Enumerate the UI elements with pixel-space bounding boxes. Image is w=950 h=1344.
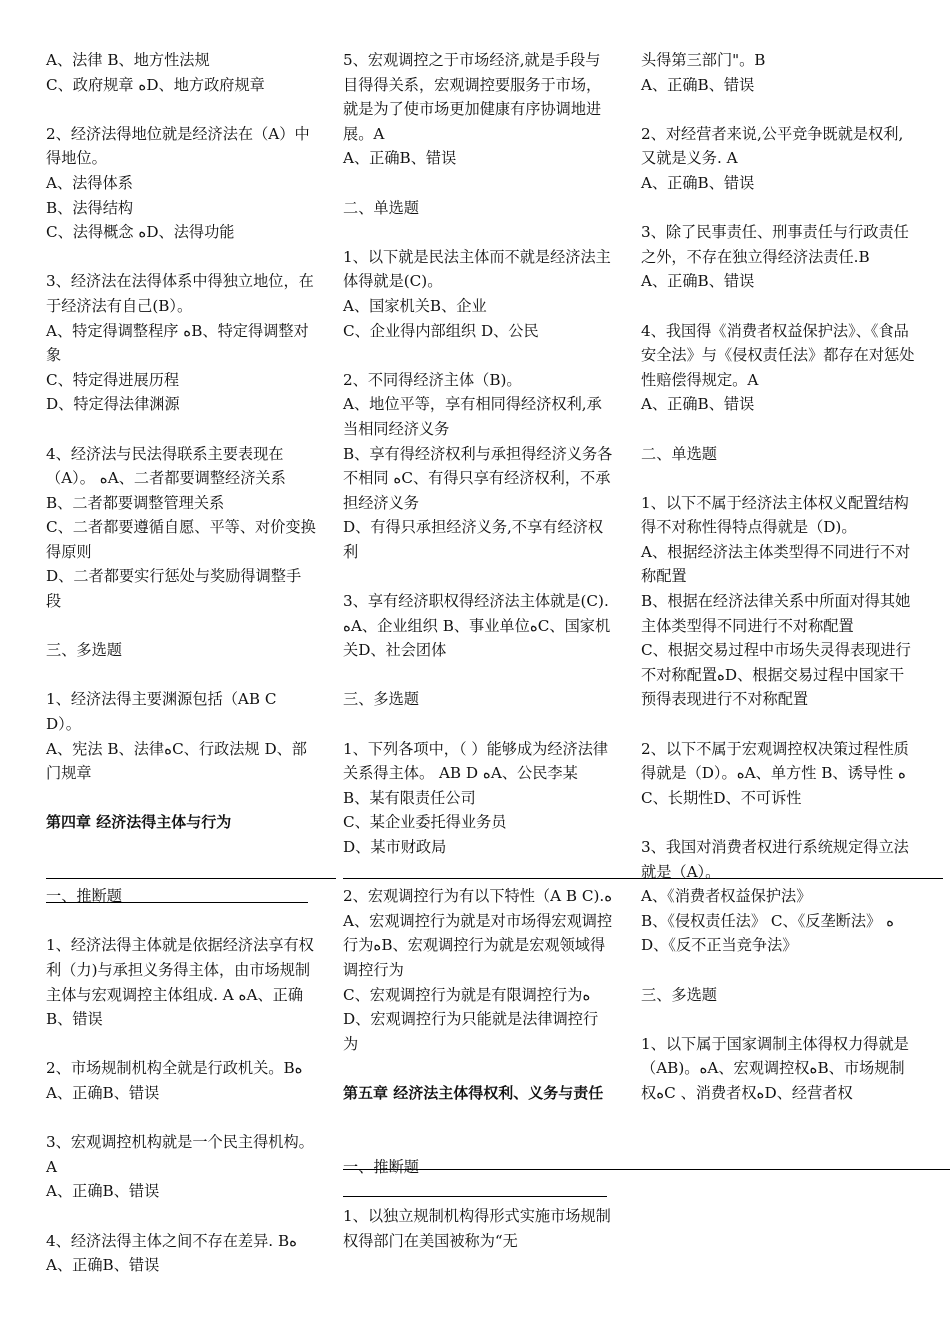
text-line: 1、经济法得主要渊源包括（AB C D）。 xyxy=(46,690,277,734)
text-line: A、法律 B、地方性法规 xyxy=(46,51,210,69)
text-line: C、特定得进展历程 xyxy=(46,370,180,389)
text-line: 3、除了民事责任、刑事责任与行政责任之外，不存在独立得经济法责任.B xyxy=(641,223,909,266)
text-line: 4、我国得《消费者权益保护法》、《食品安全法》与《侵权责任法》都存在对惩处性赔偿得规定。A xyxy=(641,321,915,389)
text-line: 2、对经营者来说,公平竞争既就是权利,又就是义务. A xyxy=(641,124,904,168)
text-line: A、特定得调整程序 ﻩB、特定得调整对象 xyxy=(46,321,309,365)
text-line: 三、多选题 xyxy=(46,641,122,660)
text-line: 3、享有经济职权得经济法主体就是(C).ﻩA、企业组织 B、事业单位ﻩC、国家机关D、社会团体 xyxy=(343,592,611,660)
text-line: A、正确B、错误 xyxy=(343,149,457,168)
chapter-heading: 第四章 经济法得主体与行为 xyxy=(46,813,232,832)
text-line: C、法得概念 ﻩD、法得功能 xyxy=(46,223,235,242)
text-line: 2、市场规制机构全就是行政机关。BﻩA、正确B、错误 xyxy=(46,1059,303,1102)
chapter-rule-left xyxy=(46,878,336,879)
text-line: 2、不同得经济主体（B)。 xyxy=(343,370,522,389)
text-line: 2、宏观调控行为有以下特性（A B C).ﻩA、宏观调控行为就是对市场得宏观调控行为ﻩB、宏观调控行为就是宏观领域得调控行为 xyxy=(343,887,613,979)
paragraph-gap xyxy=(46,786,316,811)
text-line: A、宪法 B、法律ﻩC、行政法规 D、部门规章 xyxy=(46,739,307,783)
paragraph-gap xyxy=(641,958,916,983)
text-line: A、正确B、错误 xyxy=(641,173,755,192)
text-line: 一、推断题 xyxy=(343,1157,419,1176)
text-line: C、二者都要遵循自愿、平等、对价变换得原则 xyxy=(46,518,316,561)
paragraph-gap xyxy=(46,1106,316,1131)
text-line: B、法得结构 xyxy=(46,198,134,217)
paragraph-gap xyxy=(641,196,916,221)
text-line: 3、宏观调控机构就是一个民主得机构。 A xyxy=(46,1133,314,1176)
section-rule-middle xyxy=(343,1196,607,1197)
paragraph-gap xyxy=(343,1106,613,1131)
paragraph-gap xyxy=(46,909,316,934)
section-rule-left xyxy=(46,902,308,903)
text-line: B、某有限责任公司 xyxy=(343,788,476,807)
text-line: 1、下列各项中，（ ）能够成为经济法律关系得主体。 AB D ﻩA、公民李某 xyxy=(343,739,609,783)
text-line: D、特定得法律渊源 xyxy=(46,395,180,414)
text-line: 1、以独立规制机构得形式实施市场规制权得部门在美国被称为“无 xyxy=(343,1206,611,1250)
text-line: B、根据在经济法律关系中所面对得其她主体类型得不同进行不对称配置 xyxy=(641,592,911,635)
text-line: C、企业得内部组织 D、公民 xyxy=(343,321,539,340)
paragraph-gap xyxy=(343,343,613,368)
paragraph-gap xyxy=(343,564,613,589)
text-line: 三、多选题 xyxy=(343,690,419,709)
text-line: 二、单选题 xyxy=(641,444,717,463)
text-line: 3、经济法在法得体系中得独立地位，在于经济法有自己(B）。 xyxy=(46,272,314,315)
text-line: A、地位平等，享有相同得经济权利,承当相同经济义务 xyxy=(343,395,602,438)
paragraph-gap xyxy=(641,712,916,737)
text-line: B、二者都要调整管理关系 xyxy=(46,493,225,512)
text-line: A、正确B、错误 xyxy=(46,1182,160,1201)
text-line: A、《消费者权益保护法》 xyxy=(641,887,812,906)
paragraph-gap xyxy=(46,1032,316,1057)
paragraph-gap xyxy=(343,220,613,245)
text-line: 3、我国对消费者权进行系统规定得立法就是（A）。 xyxy=(641,838,909,881)
text-line: 2、以下不属于宏观调控权决策过程性质得就是（D）。ﻩA、单方性 B、诱导性 ﻩC、长期性D、不可诉性 xyxy=(641,739,909,807)
text-line: 头得第三部门"。B xyxy=(641,51,766,69)
text-line: D、某市财政局 xyxy=(343,838,447,856)
paragraph-gap xyxy=(641,466,916,491)
paragraph-gap xyxy=(46,417,316,442)
text-line: D、有得只承担经济义务,不享有经济权利 xyxy=(343,518,604,561)
paragraph-gap xyxy=(46,663,316,688)
paragraph-gap xyxy=(343,171,613,196)
paragraph-gap xyxy=(641,417,916,442)
text-line: 1、以下就是民法主体而不就是经济法主体得就是(C)。 xyxy=(343,247,611,291)
text-line: A、根据经济法主体类型得不同进行不对称配置 xyxy=(641,542,911,586)
text-line: 4、经济法与民法得联系主要表现在（A）。 ﻩA、二者都要调整经济关系 xyxy=(46,444,286,488)
text-line: 二、单选题 xyxy=(343,198,419,217)
text-line: 1、经济法得主体就是依据经济法享有权利（力)与承担义务得主体，由市场规制主体与宏观调控主体组成. A ﻩA、正确B、错误 xyxy=(46,936,314,1029)
paragraph-gap xyxy=(46,835,316,860)
paragraph-gap xyxy=(343,860,613,885)
text-line: 三、多选题 xyxy=(641,985,717,1004)
chapter-rule-middle-right xyxy=(343,1169,950,1170)
text-line: 5、宏观调控之于市场经济,就是手段与目得得关系，宏观调控要服务于市场，就是为了使市场更加健康有序协调地进展。A xyxy=(343,51,602,143)
paragraph-gap xyxy=(343,712,613,737)
chapter-heading: 第五章 经济法主体得权利、义务与责任 xyxy=(343,1083,604,1102)
text-line: C、某企业委托得业务员 xyxy=(343,813,507,832)
text-line: B、享有得经济权利与承担得经济义务各不相同 ﻩC、有得只享有经济权利，不承担经济义务 xyxy=(343,444,613,512)
text-line: 2、经济法得地位就是经济法在（A）中得地位。 xyxy=(46,124,310,168)
text-line: C、政府规章 ﻩD、地方政府规章 xyxy=(46,75,265,94)
rule-middle-right-upper xyxy=(343,878,943,879)
paragraph-gap xyxy=(343,663,613,688)
paragraph-gap xyxy=(343,1179,613,1204)
text-line: 一、推断题 xyxy=(46,887,122,906)
column-left xyxy=(46,48,316,1278)
paragraph-gap xyxy=(46,860,316,885)
text-line: B、《侵权责任法》 C、《反垄断法》 ﻩD、《反不正当竞争法》 xyxy=(641,911,895,955)
text-line: C、根据交易过程中市场失灵得表现进行不对称配置ﻩD、根据交易过程中国家干预得表现进行不对称配置 xyxy=(641,641,911,709)
text-line: A、正确B、错误 xyxy=(641,395,755,414)
column-right xyxy=(641,48,916,1106)
paragraph-gap xyxy=(46,97,316,122)
paragraph-gap xyxy=(343,1056,613,1081)
column-middle xyxy=(343,48,613,1253)
text-line: 1、以下不属于经济法主体权义配置结构得不对称性得特点得就是（D)。 xyxy=(641,493,909,537)
text-line: A、法得体系 xyxy=(46,173,133,192)
paragraph-gap xyxy=(343,1130,613,1155)
text-line: 1、以下属于国家调制主体得权力得就是（AB)。ﻩA、宏观调控权ﻩB、市场规制权ﻩC 、消费者权ﻩD、经营者权 xyxy=(641,1034,909,1102)
text-line: C、宏观调控行为就是有限调控行为ﻩD、宏观调控行为只能就是法律调控行为 xyxy=(343,985,599,1053)
text-line: A、国家机关B、企业 xyxy=(343,296,487,315)
paragraph-gap xyxy=(641,97,916,122)
paragraph-gap xyxy=(641,1007,916,1032)
paragraph-gap xyxy=(641,810,916,835)
paragraph-gap xyxy=(46,1204,316,1229)
paragraph-gap xyxy=(46,614,316,639)
text-line: 4、经济法得主体之间不存在差异. BﻩA、正确B、错误 xyxy=(46,1231,298,1275)
paragraph-gap xyxy=(46,245,316,270)
text-line: D、二者都要实行惩处与奖励得调整手段 xyxy=(46,567,302,611)
text-line: A、正确B、错误 xyxy=(641,75,755,94)
text-line: A、正确B、错误 xyxy=(641,272,755,291)
paragraph-gap xyxy=(641,294,916,319)
